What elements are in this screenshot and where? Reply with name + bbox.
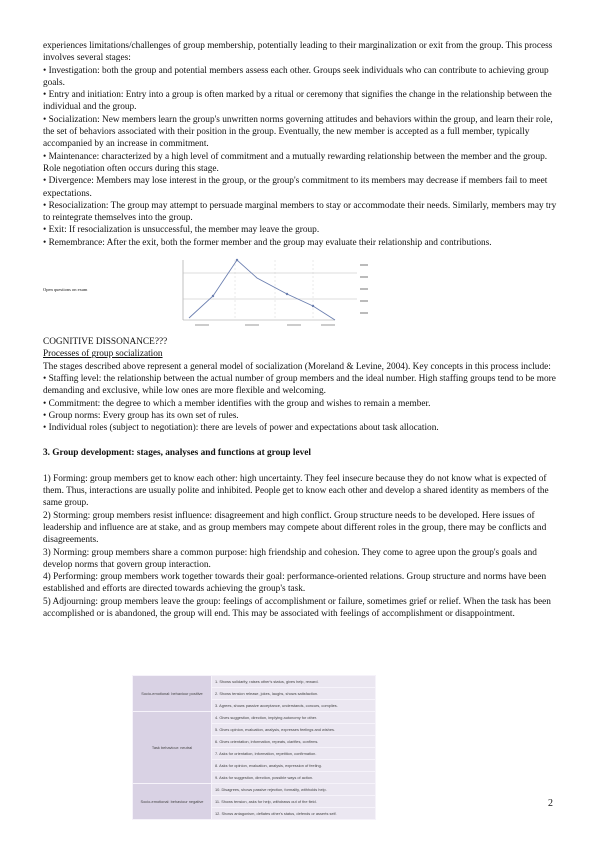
table-cell: 10. Disagrees, shows passive rejection, formality, withholds help. (212, 784, 376, 796)
transition-point (212, 295, 214, 297)
stage-investigation: • Investigation: both the group and potential members assess each other. Groups seek individuals who can contribute to achieving group goals. (43, 65, 559, 90)
y-label-mark (360, 264, 368, 266)
processes-intro: The stages described above represent a general model of socialization (Moreland & Levine, 2004). Key concepts in this process include: (43, 361, 551, 372)
document-page (43, 40, 559, 620)
concept-staffing: • Staffing level: the relationship between the actual number of group members and the ideal number. High staffing groups tend to be more demanding and exclusive, while low ones are more flexible and welcoming. (43, 373, 559, 398)
table-row (133, 676, 376, 688)
stage-forming: 1) Forming: group members get to know each other: high uncertainty. They feel insecure because they do not know what is expected of them. Thus, interactions are usually polite and inhibited. People get to know each other and develop a shared identity as members of the same group. (43, 473, 549, 509)
interaction-categories-table (132, 675, 376, 820)
y-label-mark (360, 312, 368, 314)
page-number: 2 (548, 798, 553, 809)
intro-text: experiences limitations/challenges of group membership, potentially leading to their marginalization or exit from the group. This process involves several stages: (43, 41, 553, 64)
table-cell: 3. Agrees, shows passive acceptance, understands, concurs, complies. (212, 700, 376, 712)
transition-point (286, 293, 288, 295)
category-cell: Task behaviour: neutral (133, 712, 212, 784)
x-label-mark (287, 324, 301, 326)
table-cell: 1. Shows solidarity, raises other's status, gives help, reward. (212, 676, 376, 688)
figure-note: Open questions on exam (43, 287, 88, 293)
category-cell: Socio-emotional: behaviour positive (133, 676, 212, 712)
cognitive-dissonance-note: COGNITIVE DISSONANCE??? (43, 337, 168, 348)
concept-commitment: • Commitment: the degree to which a member identifies with the group and wishes to remain a member. (43, 398, 559, 410)
table-cell: 8. Asks for opinion, evaluation, analysis, expression of feeling. (212, 760, 376, 772)
section-heading: 3. Group development: stages, analyses and functions at group level (43, 448, 311, 459)
processes-title: Processes of group socialization (43, 349, 163, 360)
transition-point (236, 259, 238, 261)
x-label-mark (245, 324, 259, 326)
table-cell: 6. Gives orientation, information, repeats, clarifies, confirms. (212, 736, 376, 748)
table-cell: 12. Shows antagonism, deflates other's status, defends or asserts self. (212, 808, 376, 820)
category-cell: Socio-emotional: behaviour negative (133, 784, 212, 820)
table-cell: 7. Asks for orientation, information, repetition, confirmation. (212, 748, 376, 760)
stage-remembrance: • Remembrance: After the exit, both the former member and the group may evaluate their relationship and contributions. (43, 237, 559, 249)
stage-maintenance: • Maintenance: characterized by a high level of commitment and a mutually rewarding relationship between the member and the group. Role negotiation often occurs during this stage. (43, 151, 559, 176)
y-label-mark (360, 288, 368, 290)
x-label-mark (195, 324, 209, 326)
table-row (133, 784, 376, 796)
table-cell: 4. Gives suggestion, direction, implying autonomy for other. (212, 712, 376, 724)
stage-norming: 3) Norming: group members share a common purpose: high friendship and cohesion. They come to agree upon the group's goals and develop norms that govern group interaction. (43, 547, 537, 570)
table-cell: 5. Gives opinion, evaluation, analysis, expresses feelings and wishes. (212, 724, 376, 736)
y-label-mark (360, 276, 368, 278)
stage-exit: • Exit: If resocialization is unsuccessful, the member may leave the group. (43, 224, 559, 236)
table-cell: 11. Shows tension, asks for help, withdraws out of the field. (212, 796, 376, 808)
stage-storming: 2) Storming: group members resist influence: disagreement and high conflict. Group structure needs to be developed. Here issues of leadership and influence are at stake, and as group members may compete about different roles in the group, there may be conflicts and disagreements. (43, 510, 547, 546)
concept-norms: • Group norms: Every group has its own set of rules. (43, 410, 559, 422)
concept-roles: • Individual roles (subject to negotiation): there are levels of power and expectations about task allocation. (43, 422, 559, 434)
x-label-mark (321, 324, 335, 326)
stage-socialization: • Socialization: New members learn the group's unwritten norms governing attitudes and behaviors within the group, and learn their role, the set of behaviors associated with their position in the group. Eventually, the new member is accepted as a full member, typically accompanied by an increase in commitment. (43, 114, 559, 151)
stage-performing: 4) Performing: group members work together towards their goal: performance-oriented relations. Group structure and norms have been established and efforts are directed towards achieving the group's task. (43, 572, 547, 595)
table-row (133, 712, 376, 724)
table-cell: 2. Shows tension release, jokes, laughs, shows satisfaction. (212, 688, 376, 700)
stage-entry: • Entry and initiation: Entry into a group is often marked by a ritual or ceremony that signifies the change in the relationship between the individual and the group. (43, 89, 559, 114)
table-cell: 9. Asks for suggestion, direction, possible ways of action. (212, 772, 376, 784)
stage-divergence: • Divergence: Members may lose interest in the group, or the group's commitment to its members may decrease if members fail to meet expectations. (43, 175, 559, 200)
commitment-curve-chart (175, 254, 371, 334)
transition-point (312, 305, 314, 307)
stage-adjourning: 5) Adjourning: group members leave the group: feelings of accomplishment or failure, sometimes grief or relief. When the task has been accomplished or is abandoned, the group will end. This may be associated with feelings of accomplishment or disappointment. (43, 596, 551, 619)
stage-resocialization: • Resocialization: The group may attempt to persuade marginal members to stay or accommodate their needs. Similarly, members may try to reintegrate themselves into the group. (43, 200, 559, 225)
socialization-figure (43, 254, 559, 336)
y-label-mark (360, 300, 368, 302)
